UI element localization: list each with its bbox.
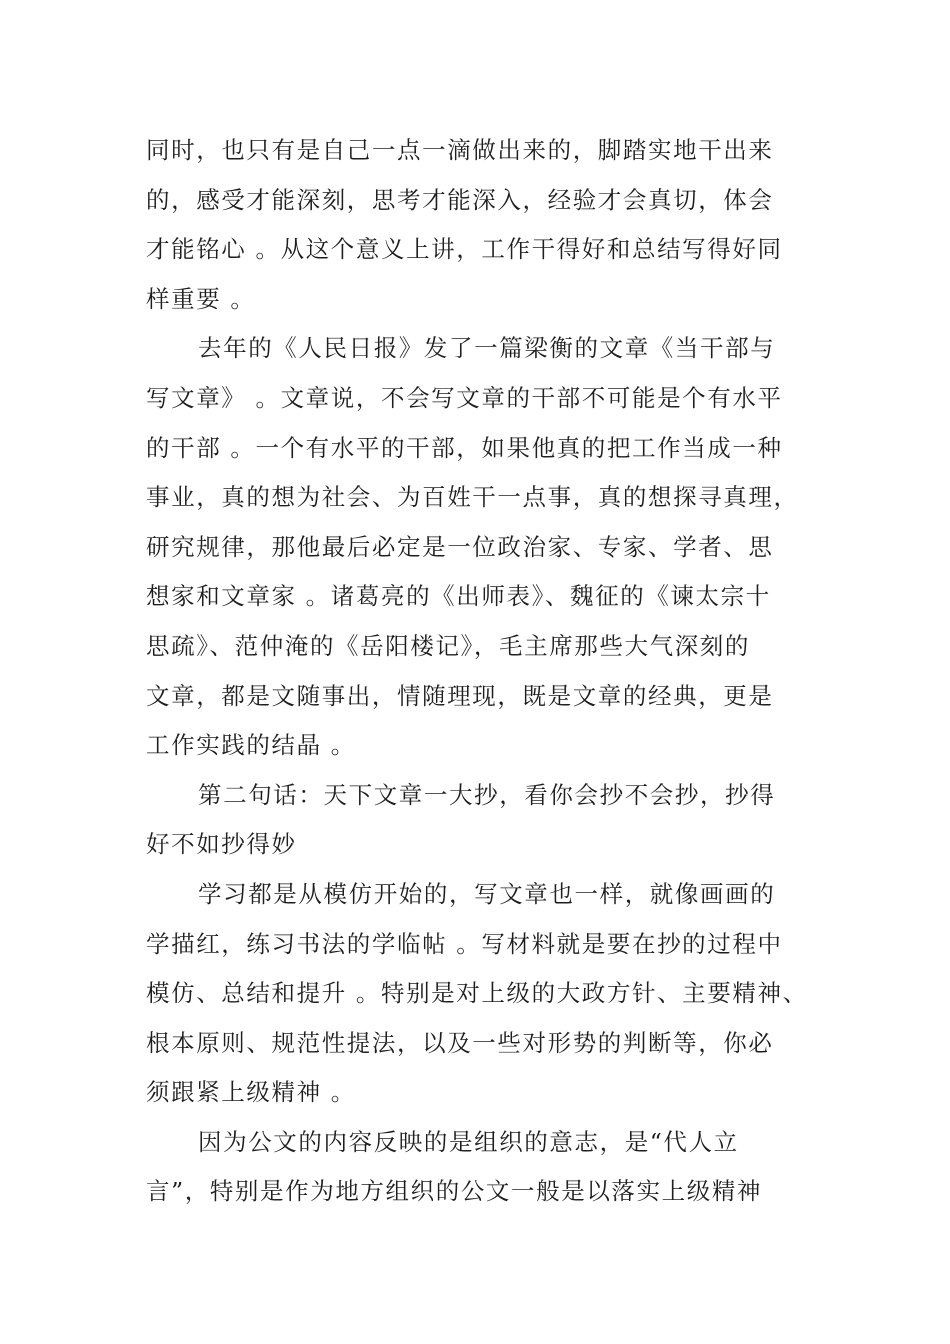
text-line: 研究规律，那他最后必定是一位政治家、专家、学者、思	[146, 532, 774, 561]
text-line: 学习都是从模仿开始的，写文章也一样，就像画画的	[198, 879, 776, 908]
text-line: 模仿、总结和提升 。特别是对上级的大政方针、主要精神、	[146, 979, 808, 1008]
section-heading: 好不如抄得妙	[146, 830, 297, 859]
text-line: 的干部 。一个有水平的干部，如果他真的把工作当成一种	[146, 433, 783, 462]
text-line: 的，感受才能深刻，思考才能深入，经验才会真切，体会	[146, 185, 774, 214]
text-line: 学描红，练习书法的学临帖 。写材料就是要在抄的过程中	[146, 929, 783, 958]
text-line: 写文章》 。文章说，不会写文章的干部不可能是个有水平	[146, 383, 783, 412]
text-line: 文章，都是文随事出，情随理现，既是文章的经典，更是	[146, 681, 774, 710]
text-line: 思疏》、范仲淹的《岳阳楼记》，毛主席那些大气深刻的	[146, 631, 750, 660]
text-line: 根本原则、规范性提法，以及一些对形势的判断等，你必	[146, 1028, 774, 1057]
text-line: 想家和文章家 。诸葛亮的《出师表》、魏征的《谏太宗十	[146, 582, 771, 611]
section-heading: 第二句话：天下文章一大抄，看你会抄不会抄，抄得	[198, 780, 776, 809]
text-line: 才能铭心 。从这个意义上讲，工作干得好和总结写得好同	[146, 235, 783, 264]
text-line: 须跟紧上级精神 。	[146, 1078, 356, 1107]
text-line: 言”，特别是作为地方组织的公文一般是以落实上级精神	[146, 1177, 763, 1206]
text-line: 样重要 。	[146, 284, 256, 313]
text-line: 工作实践的结晶 。	[146, 731, 356, 760]
body-text	[146, 126, 826, 1217]
text-line: 去年的《人民日报》发了一篇梁衡的文章《当干部与	[198, 334, 776, 363]
text-line: 事业，真的想为社会、为百姓干一点事，真的想探寻真理，	[146, 483, 799, 512]
text-line: 因为公文的内容反映的是组织的意志，是“代人立	[198, 1127, 739, 1156]
text-line: 同时，也只有是自己一点一滴做出来的，脚踏实地干出来	[146, 136, 774, 164]
